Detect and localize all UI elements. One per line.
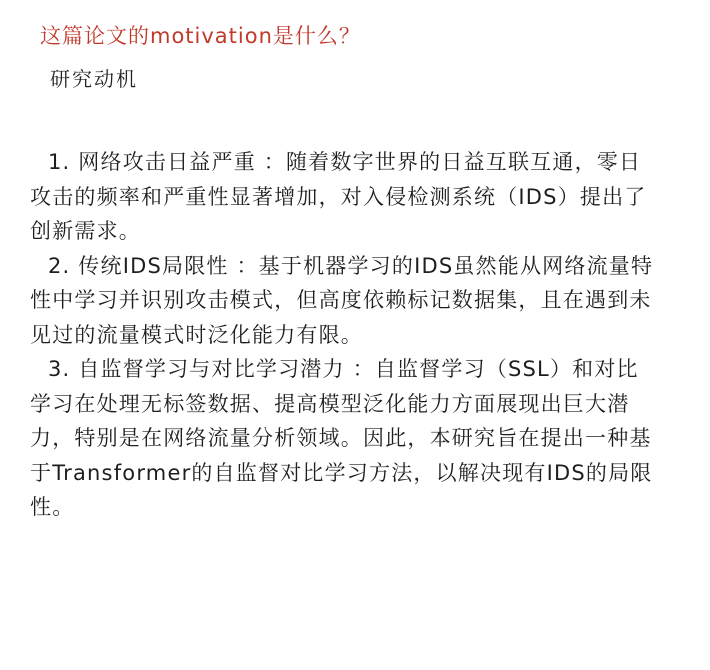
motivation-item-2: 2. 传统IDS局限性 ：基于机器学习的IDS虽然能从网络流量特性中学习并识别攻击模式，但高度依赖标记数据集，且在遇到未见过的流量模式时泛化能力有限。 [30, 253, 654, 347]
motivation-item-1: 1. 网络攻击日益严重 ：随着数字世界的日益互联互通，零日攻击的频率和严重性显著增加，对入侵检测系统（IDS）提出了创新需求。 [30, 150, 647, 243]
motivation-item-3: 3. 自监督学习与对比学习潜力 ：自监督学习（SSL）和对比学习在处理无标签数据、提高模型泛化能力方面展现出巨大潜力，特别是在网络流量分析领域。因此，本研究旨在提出一种基于Transformer的自监督对比学习方法，以解决现有IDS的局限性。 [30, 357, 653, 519]
section-subtitle: 研究动机 [50, 67, 138, 91]
motivation-list [30, 145, 655, 525]
question-heading: 这篇论文的motivation是什么？ [40, 24, 361, 48]
